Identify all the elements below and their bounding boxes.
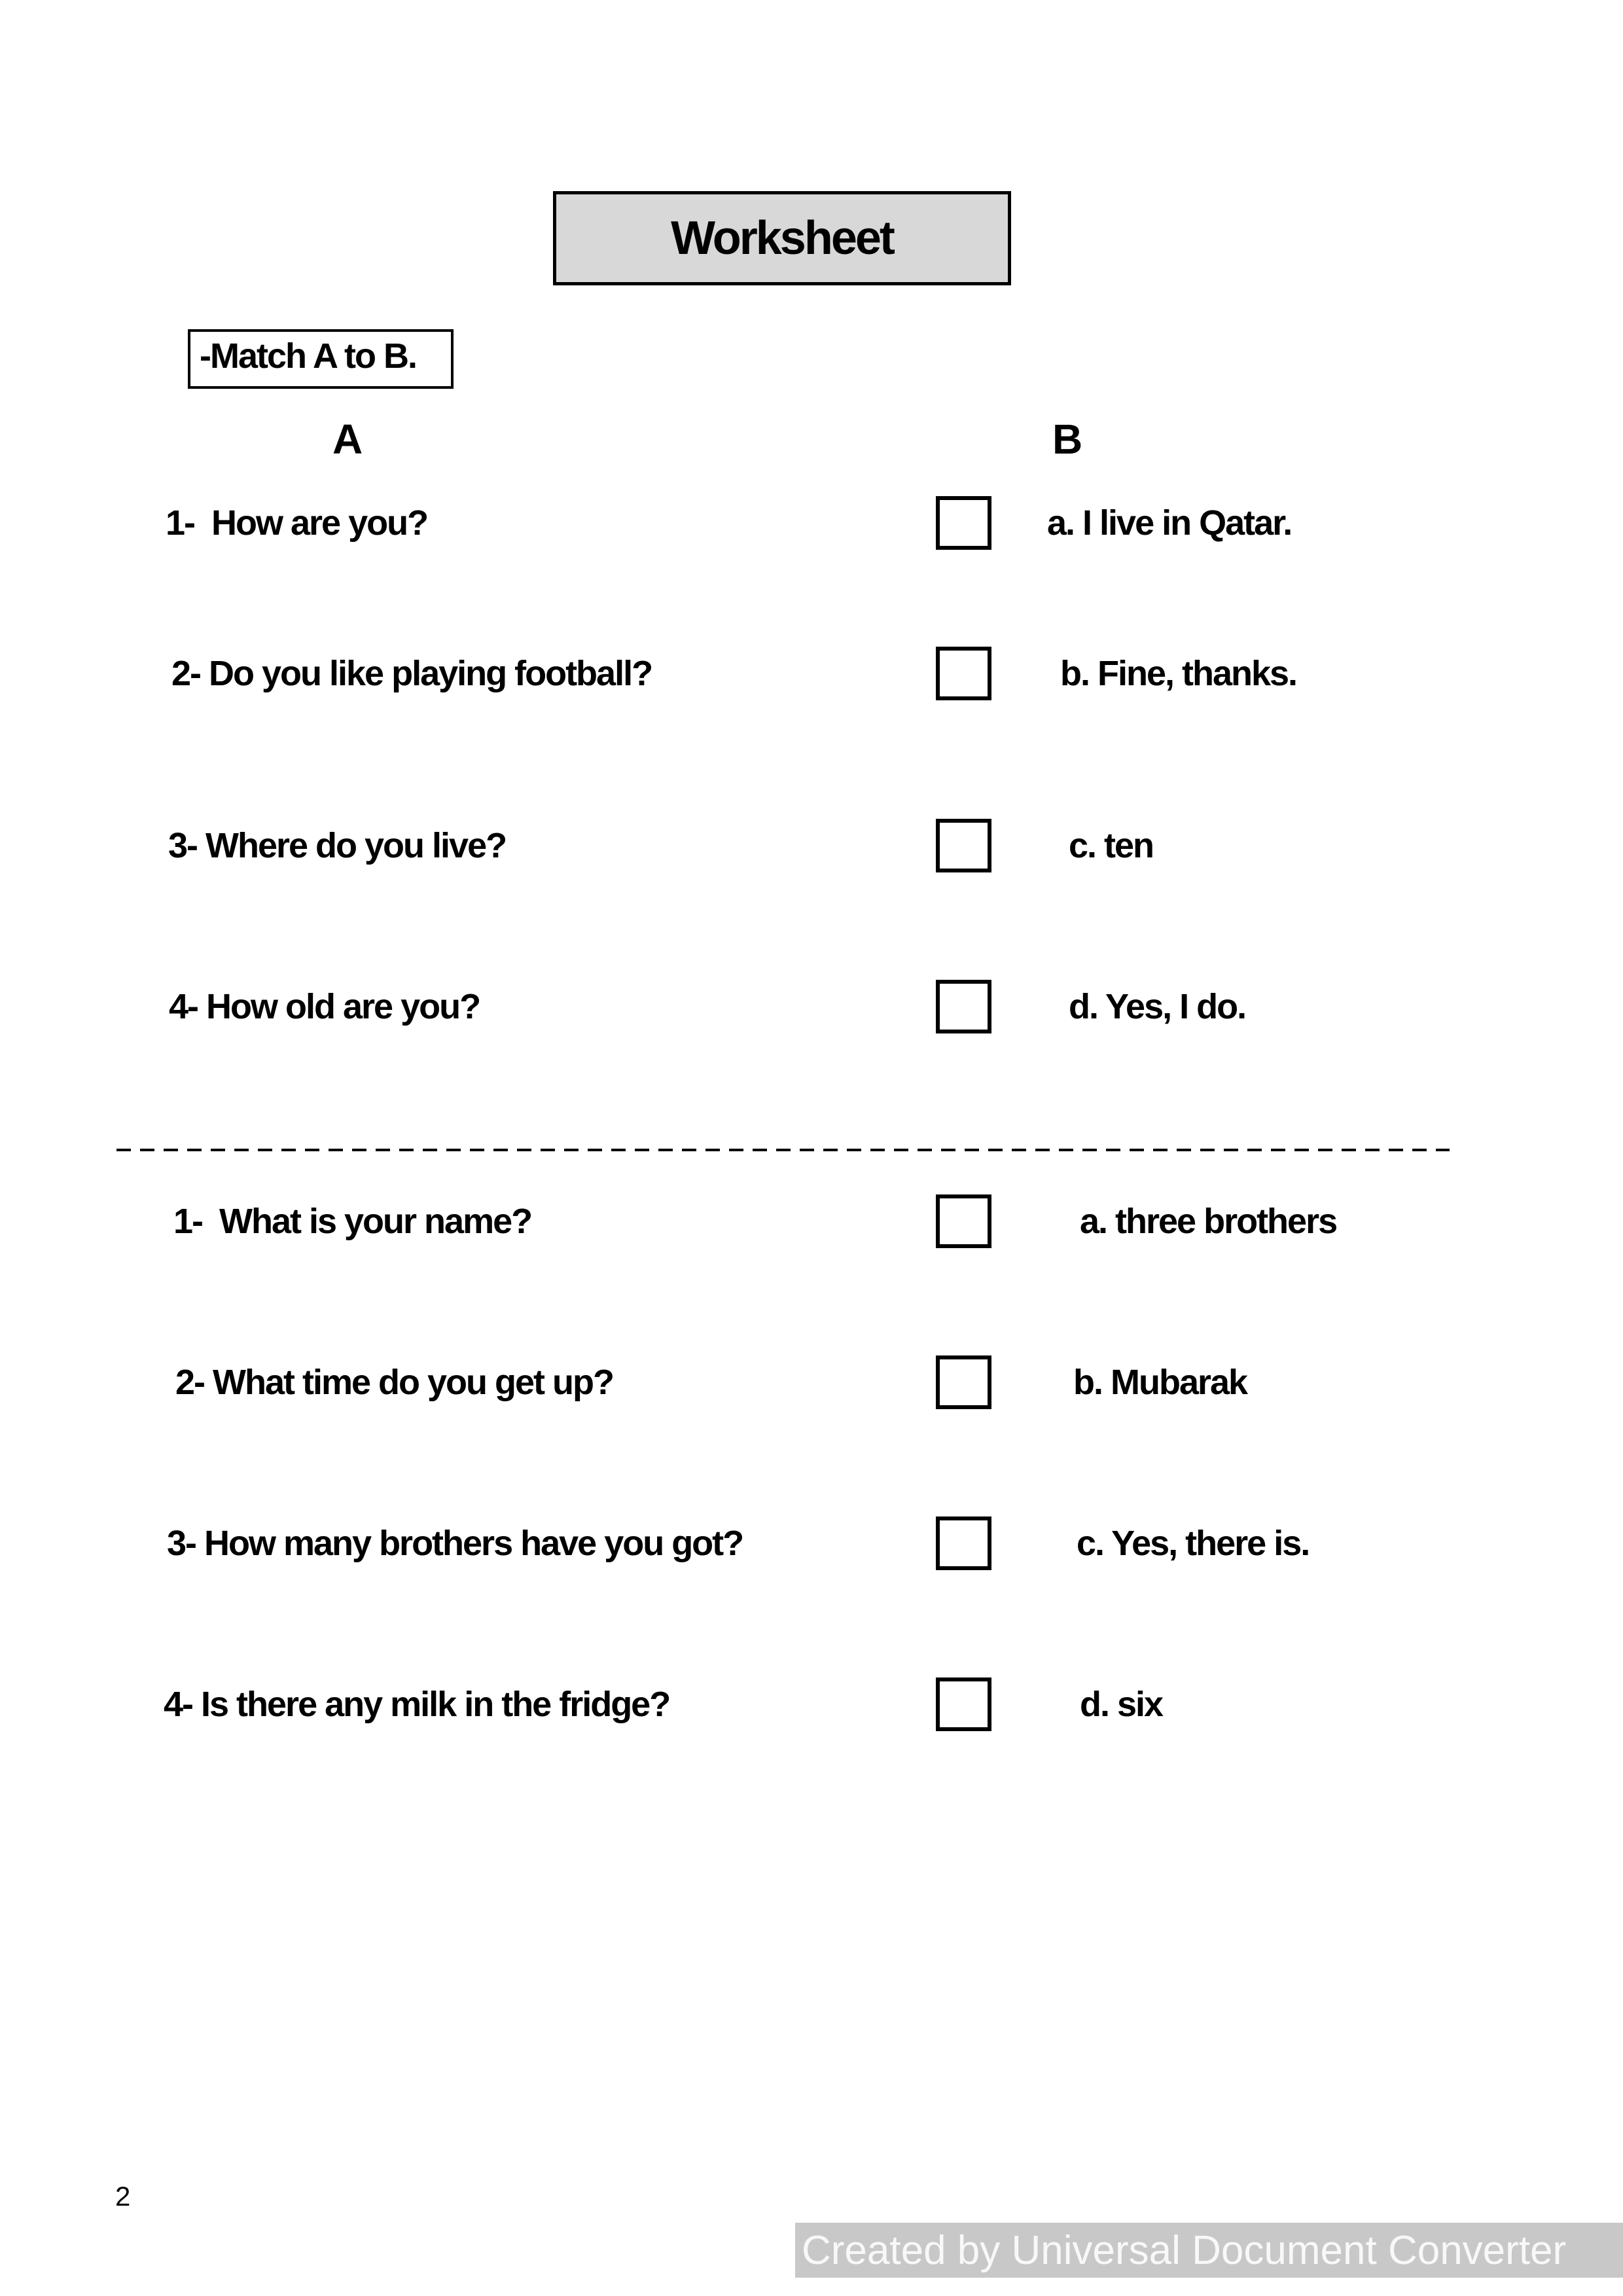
match-row — [0, 496, 1623, 550]
match-answer-checkbox[interactable] — [936, 1355, 991, 1409]
instruction-text: -Match A to B. — [200, 336, 416, 376]
match-row — [0, 1677, 1623, 1731]
worksheet-title-box — [553, 191, 1011, 285]
question-text: 2- What time do you get up? — [175, 1363, 613, 1402]
question-text: 1- What is your name? — [173, 1202, 532, 1241]
watermark-text: Created by Universal Document Converter — [802, 2227, 1567, 2273]
match-answer-checkbox[interactable] — [936, 819, 991, 872]
instruction-box — [188, 329, 454, 389]
question-text: 1- How are you? — [166, 503, 428, 543]
match-answer-checkbox[interactable] — [936, 980, 991, 1033]
page-number: 2 — [115, 2181, 131, 2212]
question-text: 3- How many brothers have you got? — [167, 1524, 743, 1563]
match-row — [0, 819, 1623, 872]
match-row — [0, 980, 1623, 1033]
match-row — [0, 647, 1623, 700]
question-text: 2- Do you like playing football? — [171, 654, 652, 693]
match-row — [0, 1355, 1623, 1409]
answer-text: a. three brothers — [1080, 1202, 1337, 1241]
question-text: 3- Where do you live? — [168, 826, 507, 865]
answer-text: a. I live in Qatar. — [1047, 503, 1292, 543]
section-divider — [116, 1149, 1450, 1151]
match-answer-checkbox[interactable] — [936, 647, 991, 700]
answer-text: b. Fine, thanks. — [1060, 654, 1297, 693]
answer-text: b. Mubarak — [1073, 1363, 1247, 1402]
answer-text: d. Yes, I do. — [1069, 987, 1246, 1026]
column-b-header: B — [1052, 416, 1082, 463]
question-text: 4- Is there any milk in the fridge? — [164, 1685, 670, 1724]
column-a-header: A — [332, 416, 362, 463]
watermark-bar — [795, 2223, 1623, 2278]
match-answer-checkbox[interactable] — [936, 1516, 991, 1570]
match-answer-checkbox[interactable] — [936, 1677, 991, 1731]
answer-text: c. ten — [1069, 826, 1154, 865]
answer-text: c. Yes, there is. — [1077, 1524, 1310, 1563]
question-text: 4- How old are you? — [169, 987, 480, 1026]
match-answer-checkbox[interactable] — [936, 496, 991, 550]
answer-text: d. six — [1080, 1685, 1163, 1724]
page-title: Worksheet — [671, 212, 893, 264]
match-row — [0, 1516, 1623, 1570]
match-row — [0, 1194, 1623, 1248]
match-answer-checkbox[interactable] — [936, 1194, 991, 1248]
